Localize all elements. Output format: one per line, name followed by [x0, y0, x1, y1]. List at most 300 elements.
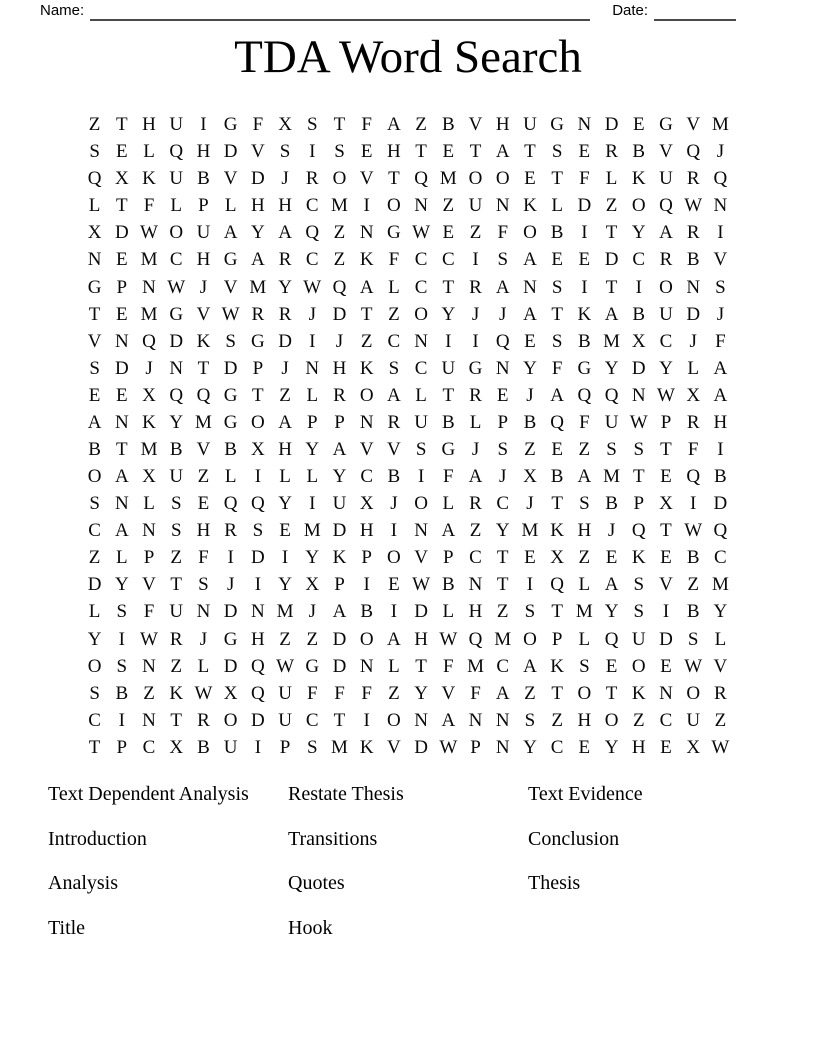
grid-letter: Z [632, 709, 645, 731]
grid-letter: T [605, 682, 618, 704]
grid-letter: H [713, 411, 728, 433]
grid-letter: C [632, 249, 646, 271]
grid-letter: O [87, 466, 102, 488]
grid-letter: M [521, 520, 539, 542]
grid-letter: N [359, 655, 374, 677]
grid-letter: E [116, 141, 128, 163]
grid-letter: S [388, 357, 400, 379]
grid-letter: N [414, 709, 428, 731]
grid-letter: L [116, 547, 128, 569]
grid-letter: I [309, 141, 316, 163]
grid-letter: Q [142, 330, 156, 352]
grid-letter: H [414, 628, 428, 650]
grid-letter: R [278, 249, 292, 271]
grid-letter: A [223, 222, 238, 244]
grid-letter: Z [388, 303, 400, 325]
grid-letter: D [114, 222, 129, 244]
grid-letter: G [169, 303, 184, 325]
grid-letter: Q [604, 628, 619, 650]
grid-letter: A [387, 114, 401, 136]
grid-letter: P [116, 276, 128, 298]
grid-letter: D [223, 141, 238, 163]
grid-letter: M [603, 466, 620, 488]
grid-letter: E [360, 141, 373, 163]
grid-letter: N [87, 249, 102, 271]
grid-letter: A [332, 438, 347, 460]
grid-letter: R [305, 168, 319, 190]
grid-letter: M [331, 736, 348, 758]
word-list [48, 781, 768, 960]
grid-letter: R [387, 411, 401, 433]
grid-letter: Z [88, 547, 101, 569]
grid-letter: I [281, 547, 289, 569]
grid-letter: V [659, 574, 673, 596]
grid-letter: S [633, 601, 645, 623]
grid-letter: Z [524, 438, 536, 460]
grid-letter: E [524, 330, 536, 352]
grid-letter: C [496, 655, 510, 677]
grid-letter: U [414, 411, 428, 433]
grid-letter: N [495, 709, 510, 731]
grid-letter: J [716, 303, 725, 325]
grid-letter: D [223, 357, 238, 379]
grid-letter: W [629, 411, 648, 433]
grid-letter: U [278, 682, 292, 704]
grid-letter: H [359, 520, 374, 542]
grid-letter: C [88, 520, 101, 542]
grid-letter: A [278, 222, 292, 244]
grid-letter: V [414, 547, 428, 569]
grid-letter: O [332, 168, 347, 190]
grid-letter: P [334, 574, 345, 596]
grid-letter: Q [87, 168, 102, 190]
grid-letter: V [468, 114, 483, 136]
grid-letter: G [223, 114, 238, 136]
grid-letter: O [414, 303, 428, 325]
grid-letter: G [223, 628, 238, 650]
grid-letter: Q [659, 195, 673, 217]
grid-letter: U [223, 736, 238, 758]
grid-letter: X [550, 547, 564, 569]
grid-letter: E [279, 520, 291, 542]
grid-letter: M [249, 276, 267, 298]
grid-letter: E [551, 249, 563, 271]
grid-letter: T [551, 682, 563, 704]
grid-letter: H [332, 357, 347, 379]
grid-letter: F [579, 411, 590, 433]
grid-letter: N [359, 411, 374, 433]
grid-letter: P [443, 547, 454, 569]
grid-letter: Q [250, 655, 265, 677]
grid-letter: Q [332, 276, 347, 298]
grid-letter: Z [88, 114, 101, 136]
grid-letter: J [689, 330, 697, 352]
grid-letter: B [686, 601, 700, 623]
grid-letter: Y [87, 628, 102, 650]
grid-letter: G [387, 222, 401, 244]
grid-letter: W [439, 628, 458, 650]
grid-letter: C [659, 709, 673, 731]
grid-letter: M [467, 655, 484, 677]
grid-letter: S [497, 249, 509, 271]
header-row [40, 1, 776, 21]
grid-letter: E [496, 384, 509, 406]
grid-letter: Z [388, 682, 400, 704]
word-list-item: Restate Thesis [288, 783, 404, 805]
grid-letter: N [414, 520, 428, 542]
grid-letter: Y [713, 601, 728, 623]
grid-letter: H [577, 520, 592, 542]
grid-letter: S [524, 709, 536, 731]
grid-letter: B [224, 438, 237, 460]
grid-letter: T [116, 195, 128, 217]
grid-letter: I [309, 330, 316, 352]
grid-letter: Q [604, 384, 619, 406]
grid-letter: P [143, 547, 155, 569]
grid-letter: W [439, 736, 458, 758]
grid-letter: E [88, 384, 101, 406]
grid-letter: K [359, 736, 374, 758]
grid-letter: N [468, 709, 483, 731]
grid-letter: N [495, 195, 510, 217]
grid-letter: Z [197, 466, 210, 488]
grid-letter: J [607, 520, 616, 542]
grid-letter: D [414, 736, 428, 758]
grid-letter: J [199, 628, 208, 650]
grid-letter: B [632, 303, 646, 325]
grid-letter: T [170, 574, 183, 596]
grid-letter: K [577, 303, 592, 325]
grid-letter: Q [713, 520, 728, 542]
grid-letter: D [332, 303, 347, 325]
grid-letter: O [631, 195, 646, 217]
grid-letter: T [551, 493, 563, 515]
grid-letter: F [361, 682, 372, 704]
grid-letter: C [550, 736, 564, 758]
grid-letter: O [387, 195, 401, 217]
grid-letter: S [252, 520, 264, 542]
grid-letter: A [713, 384, 728, 406]
grid-letter: B [441, 114, 455, 136]
grid-letter: B [441, 574, 455, 596]
grid-letter: S [89, 493, 100, 515]
grid-letter: J [716, 141, 725, 163]
grid-letter: O [223, 709, 238, 731]
grid-letter: K [196, 330, 211, 352]
grid-letter: G [250, 330, 265, 352]
grid-letter: T [605, 222, 618, 244]
grid-letter: A [577, 466, 592, 488]
grid-letter: N [495, 736, 510, 758]
grid-letter: D [604, 249, 619, 271]
grid-letter: I [309, 493, 316, 515]
grid-letter: Z [279, 628, 291, 650]
grid-letter: E [116, 249, 128, 271]
grid-letter: R [605, 141, 618, 163]
grid-letter: V [441, 682, 456, 704]
word-list-item: Thesis [528, 872, 581, 895]
grid-letter: J [335, 330, 344, 352]
page-title: TDA Word Search [234, 31, 582, 83]
grid-letter: W [412, 574, 431, 596]
grid-letter: T [252, 384, 264, 406]
grid-letter: A [441, 520, 456, 542]
grid-letter: N [523, 276, 537, 298]
grid-letter: E [578, 141, 591, 163]
grid-letter: I [635, 276, 642, 298]
grid-letter: C [414, 249, 428, 271]
grid-letter: X [659, 493, 673, 515]
grid-letter: R [469, 493, 482, 515]
grid-letter: O [523, 628, 537, 650]
grid-letter: R [169, 628, 183, 650]
grid-letter: N [196, 601, 211, 623]
grid-letter: U [659, 303, 673, 325]
grid-letter: U [169, 601, 184, 623]
grid-letter: M [711, 574, 729, 596]
grid-letter: X [359, 493, 374, 515]
grid-letter: L [88, 195, 101, 217]
grid-letter: W [684, 520, 703, 542]
grid-letter: J [471, 303, 480, 325]
word-list-column [528, 781, 768, 960]
grid-letter: A [387, 628, 401, 650]
grid-letter: Z [333, 249, 346, 271]
grid-letter: S [334, 141, 345, 163]
grid-letter: F [361, 114, 372, 136]
grid-letter: R [197, 709, 210, 731]
grid-letter: U [332, 493, 347, 515]
grid-letter: N [142, 655, 156, 677]
grid-letter: W [684, 655, 703, 677]
grid-letter: I [526, 574, 534, 596]
grid-letter: O [387, 547, 401, 569]
grid-letter: N [577, 114, 592, 136]
grid-letter: U [169, 168, 184, 190]
grid-letter: X [250, 438, 265, 460]
date-label: Date: [612, 2, 649, 19]
grid-letter: H [495, 114, 510, 136]
grid-letter: U [604, 411, 619, 433]
grid-letter: K [359, 357, 374, 379]
grid-letter: H [196, 520, 211, 542]
grid-letter: T [415, 141, 427, 163]
grid-letter: S [116, 655, 128, 677]
grid-letter: O [359, 384, 374, 406]
grid-letter: L [714, 628, 727, 650]
grid-letter: F [143, 195, 155, 217]
grid-letter: C [414, 357, 428, 379]
grid-letter: R [714, 682, 727, 704]
grid-letter: W [221, 303, 240, 325]
grid-letter: Z [551, 709, 563, 731]
grid-letter: H [278, 195, 292, 217]
grid-letter: Z [469, 222, 482, 244]
grid-letter: E [388, 574, 400, 596]
grid-letter: E [578, 736, 591, 758]
grid-letter: I [363, 709, 370, 731]
grid-letter: I [227, 547, 234, 569]
grid-letter: N [468, 574, 483, 596]
grid-letter: C [441, 249, 455, 271]
date-blank-line [654, 2, 736, 21]
grid-letter: L [469, 411, 482, 433]
grid-letter: L [388, 276, 400, 298]
grid-letter: D [659, 628, 673, 650]
grid-letter: D [713, 493, 728, 515]
grid-letter: F [579, 168, 590, 190]
grid-letter: G [87, 276, 102, 298]
grid-letter: I [717, 438, 724, 460]
grid-letter: P [116, 736, 128, 758]
grid-letter: T [551, 303, 563, 325]
grid-letter: D [577, 195, 592, 217]
grid-letter: I [118, 709, 125, 731]
grid-letter: S [306, 736, 318, 758]
grid-letter: S [198, 574, 209, 596]
grid-letter: J [526, 384, 534, 406]
grid-letter: Z [578, 547, 591, 569]
grid-letter: P [334, 411, 345, 433]
grid-letter: X [142, 466, 156, 488]
grid-letter: K [359, 249, 374, 271]
grid-letter: Q [414, 168, 428, 190]
grid-letter: P [470, 736, 481, 758]
grid-letter: A [659, 222, 673, 244]
grid-letter: F [334, 682, 345, 704]
grid-letter: H [631, 736, 646, 758]
grid-letter: T [415, 655, 427, 677]
grid-letter: T [469, 141, 482, 163]
grid-letter: A [87, 411, 102, 433]
grid-letter: B [550, 222, 564, 244]
grid-letter: T [116, 114, 128, 136]
grid-letter: B [197, 736, 210, 758]
grid-letter: S [225, 330, 236, 352]
grid-letter: P [497, 411, 509, 433]
grid-letter: S [497, 438, 509, 460]
grid-letter: D [250, 547, 265, 569]
grid-letter: I [581, 276, 588, 298]
grid-letter: Z [360, 330, 373, 352]
grid-letter: I [390, 520, 398, 542]
grid-letter: N [659, 682, 673, 704]
grid-letter: Q [577, 384, 592, 406]
grid-letter: B [360, 601, 374, 623]
grid-letter: B [88, 438, 101, 460]
name-blank-line [90, 2, 590, 21]
grid-letter: S [606, 438, 617, 460]
grid-letter: R [686, 168, 700, 190]
grid-letter: F [143, 601, 155, 623]
grid-letter: X [523, 466, 537, 488]
grid-letter: A [250, 249, 265, 271]
grid-letter: T [551, 168, 563, 190]
grid-letter: A [468, 466, 483, 488]
grid-letter: S [170, 493, 182, 515]
grid-letter: B [686, 249, 700, 271]
grid-letter: T [660, 520, 672, 542]
grid-letter: D [631, 357, 646, 379]
grid-letter: D [686, 303, 701, 325]
grid-letter: S [633, 438, 645, 460]
grid-letter: M [140, 249, 158, 271]
grid-letter: G [468, 357, 483, 379]
grid-letter: M [575, 601, 593, 623]
grid-letter: Z [442, 195, 455, 217]
grid-letter: S [579, 493, 590, 515]
grid-letter: S [633, 574, 645, 596]
grid-letter: T [660, 438, 672, 460]
grid-letter: T [496, 574, 509, 596]
grid-letter: M [140, 303, 158, 325]
grid-letter: Y [604, 601, 619, 623]
grid-letter: A [604, 303, 619, 325]
grid-letter: D [414, 601, 428, 623]
grid-letter: K [169, 682, 184, 704]
grid-letter: P [306, 411, 318, 433]
grid-letter: S [551, 276, 563, 298]
grid-letter: L [578, 628, 591, 650]
grid-letter: E [660, 547, 672, 569]
grid-letter: C [469, 547, 482, 569]
word-list-column [48, 781, 288, 960]
grid-letter: Y [305, 547, 320, 569]
grid-letter: O [523, 222, 537, 244]
grid-letter: N [250, 601, 265, 623]
grid-letter: J [390, 493, 398, 515]
grid-letter: A [495, 276, 510, 298]
grid-letter: T [605, 276, 618, 298]
grid-letter: Z [496, 601, 509, 623]
grid-letter: S [687, 628, 699, 650]
grid-letter: D [223, 655, 238, 677]
grid-letter: Q [550, 411, 564, 433]
grid-letter: H [196, 249, 211, 271]
grid-letter: I [472, 330, 479, 352]
grid-letter: T [333, 114, 346, 136]
grid-letter: Q [196, 384, 211, 406]
grid-letter: K [142, 411, 156, 433]
grid-letter: R [686, 222, 700, 244]
grid-letter: W [711, 736, 730, 758]
grid-letter: K [332, 547, 347, 569]
grid-letter: T [116, 438, 128, 460]
grid-letter: T [170, 709, 183, 731]
grid-letter: B [632, 141, 646, 163]
grid-letter: Y [495, 520, 510, 542]
grid-letter: N [414, 330, 428, 352]
grid-letter: U [686, 709, 701, 731]
grid-letter: T [360, 303, 373, 325]
grid-letter: L [687, 357, 699, 379]
grid-letter: A [550, 384, 564, 406]
grid-letter: Z [714, 709, 727, 731]
grid-letter: O [577, 682, 592, 704]
grid-letter: Y [631, 222, 646, 244]
grid-letter: S [551, 330, 563, 352]
grid-letter: C [88, 709, 101, 731]
grid-letter: U [278, 709, 292, 731]
grid-letter: X [169, 736, 184, 758]
grid-letter: L [143, 493, 155, 515]
grid-letter: H [387, 141, 401, 163]
name-label: Name: [40, 2, 85, 19]
grid-letter: C [360, 466, 374, 488]
grid-letter: M [331, 195, 348, 217]
grid-letter: V [387, 736, 401, 758]
grid-letter: F [252, 114, 264, 136]
